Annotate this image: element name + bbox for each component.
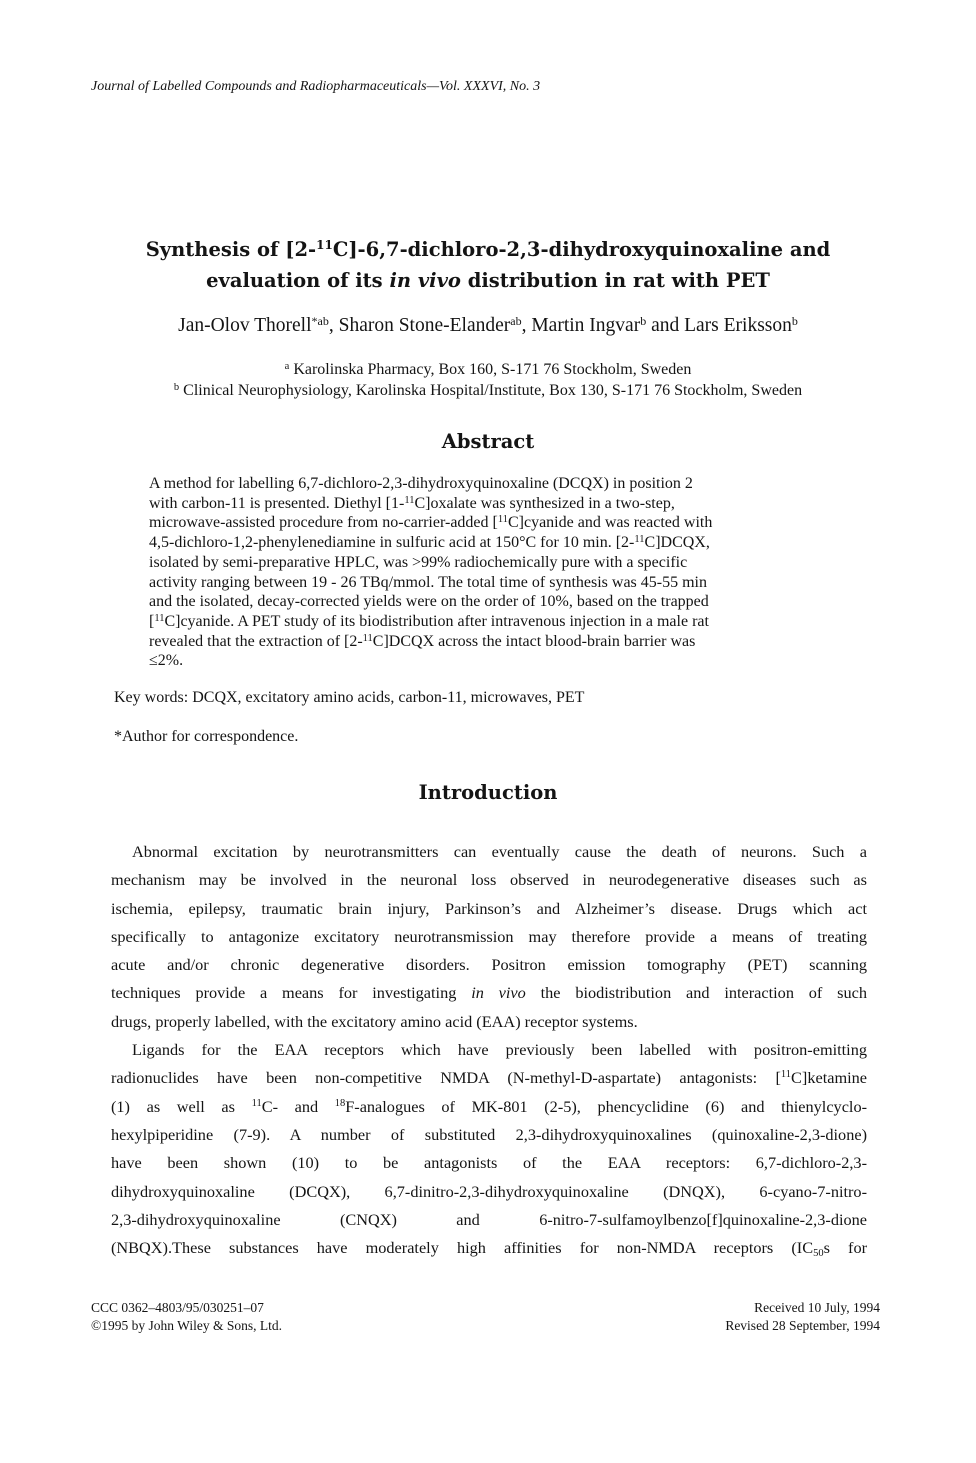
- author-list: Jan-Olov Thorell$^{*ab}$, Sharon Stone-Elander$^{ab}$, Martin Ingvar$^b$ and Lars Eriksson$^b$: [178, 314, 798, 336]
- abstract-line: with carbon-11 is presented. Diethyl [1-$^{11}$C]oxalate was synthesized in a two-step,: [149, 494, 675, 512]
- introduction-line: have been shown (10) to be antagonists of the EAA receptors: 6,7-dichloro-2,3-: [111, 1153, 867, 1173]
- introduction-line: mechanism may be involved in the neuronal loss observed in neurodegenerative diseases such as: [111, 870, 867, 890]
- copyright-block: [91, 1299, 282, 1335]
- introduction-line: (1) as well as $^{11}$C- and $^{18}$F-analogues of MK-801 (2-5), phencyclidine (6) and thienylcyclo-: [111, 1096, 868, 1116]
- introduction-line: techniques provide a means for investigating in vivo the biodistribution and interaction of such: [111, 983, 868, 1003]
- introduction-line: radionuclides have been non-competitive NMDA (N-methyl-D-aspartate) antagonists: [$^{11}$C]ketamine: [111, 1068, 867, 1088]
- introduction-heading: Introduction: [418, 781, 558, 804]
- ccc-code: CCC 0362–4803/95/030251–07: [91, 1300, 264, 1315]
- introduction-line: acute and/or chronic degenerative disorders. Positron emission tomography (PET) scanning: [111, 955, 867, 975]
- abstract-line: 4,5-dichloro-1,2-phenylenediamine in sulfuric acid at 150°C for 10 min. [2-$^{11}$C]DCQX,: [149, 534, 710, 552]
- keywords: Key words: DCQX, excitatory amino acids, carbon-11, microwaves, PET: [114, 689, 585, 706]
- abstract-line: microwave-assisted procedure from no-carrier-added [$^{11}$C]cyanide and was reacted with: [149, 514, 713, 532]
- abstract-line: A method for labelling 6,7-dichloro-2,3-dihydroxyquinoxaline (DCQX) in position 2: [149, 475, 693, 492]
- introduction-line: ischemia, epilepsy, traumatic brain injury, Parkinson’s and Alzheimer’s disease. Drugs which act: [111, 898, 867, 918]
- introduction-line: 2,3-dihydroxyquinoxaline (CNQX) and 6-nitro-7-sulfamoylbenzo[f]quinoxaline-2,3-dione: [111, 1209, 867, 1229]
- introduction-line: Abnormal excitation by neurotransmitters can eventually cause the death of neurons. Such a: [132, 842, 867, 861]
- abstract-line: revealed that the extraction of [2-$^{11}$C]DCQX across the intact blood-brain barrier was: [149, 632, 696, 650]
- introduction-body: [111, 838, 867, 1262]
- author-name: Sharon Stone-Elander: [338, 315, 511, 336]
- affiliations: [0, 359, 976, 401]
- received-dates: [725, 1299, 880, 1335]
- author-name: Jan-Olov Thorell: [178, 315, 312, 336]
- running-head: Journal of Labelled Compounds and Radiopharmaceuticals—Vol. XXXVI, No. 3: [91, 79, 541, 94]
- revised-date: Revised 28 September, 1994: [725, 1318, 880, 1333]
- author-name: Martin Ingvar: [531, 315, 641, 336]
- paper-title: [0, 234, 976, 296]
- introduction-line: specifically to antagonize excitatory neurotransmission may therefore provide a means of treating: [111, 926, 867, 946]
- introduction-line: hexylpiperidine (7-9). A number of substituted 2,3-dihydroxyquinoxalines (quinoxaline-2,3-dione): [111, 1124, 867, 1144]
- affiliation-b: $^b$ Clinical Neurophysiology, Karolinska Hospital/Institute, Box 130, S-171 76 Stockholm, Sweden: [173, 382, 803, 399]
- received-date: Received 10 July, 1994: [754, 1300, 880, 1315]
- affiliation-a: $^a$ Karolinska Pharmacy, Box 160, S-171 76 Stockholm, Sweden: [284, 361, 692, 378]
- author-affiliation-mark: b: [640, 314, 647, 328]
- introduction-line: drugs, properly labelled, with the excitatory amino acid (EAA) receptor systems.: [111, 1011, 638, 1031]
- abstract-body: [149, 474, 819, 671]
- title-line-1: Synthesis of [2-$^{11}$C]-6,7-dichloro-2,3-dihydroxyquinoxaline and: [145, 238, 831, 261]
- introduction-line: Ligands for the EAA receptors which have previously been labelled with positron-emitting: [132, 1040, 867, 1060]
- abstract-line: activity ranging between 19 - 26 TBq/mmol. The total time of synthesis was 45-55 min: [149, 573, 707, 591]
- abstract-line: ≤2%.: [149, 652, 184, 670]
- author-affiliation-mark: ab: [510, 314, 522, 328]
- abstract-line: and the isolated, decay-corrected yields were on the order of 10%, based on the trapped: [149, 593, 709, 611]
- title-line-2: evaluation of its in vivo distribution in rat with PET: [206, 269, 770, 292]
- abstract-line: [$^{11}$C]cyanide. A PET study of its biodistribution after intravenous injection in a male rat: [149, 612, 709, 630]
- introduction-line: (NBQX).These substances have moderately high affinities for non-NMDA receptors ($IC_{50}s$ for: [111, 1238, 868, 1260]
- correspondence-footnote: *Author for correspondence.: [114, 728, 299, 745]
- author-affiliation-mark: b: [791, 314, 798, 328]
- abstract-line: isolated by semi-preparative HPLC, was >99% radiochemically pure with a specific: [149, 553, 688, 571]
- abstract-heading: Abstract: [441, 430, 535, 453]
- copyright-line: ©1995 by John Wiley & Sons, Ltd.: [91, 1318, 282, 1333]
- introduction-line: dihydroxyquinoxaline (DCQX), 6,7-dinitro-2,3-dihydroxyquinoxaline (DNQX), 6-cyano-7-nitro-: [111, 1181, 867, 1201]
- author-affiliation-mark: *ab: [311, 314, 329, 328]
- author-name: Lars Eriksson: [684, 315, 792, 336]
